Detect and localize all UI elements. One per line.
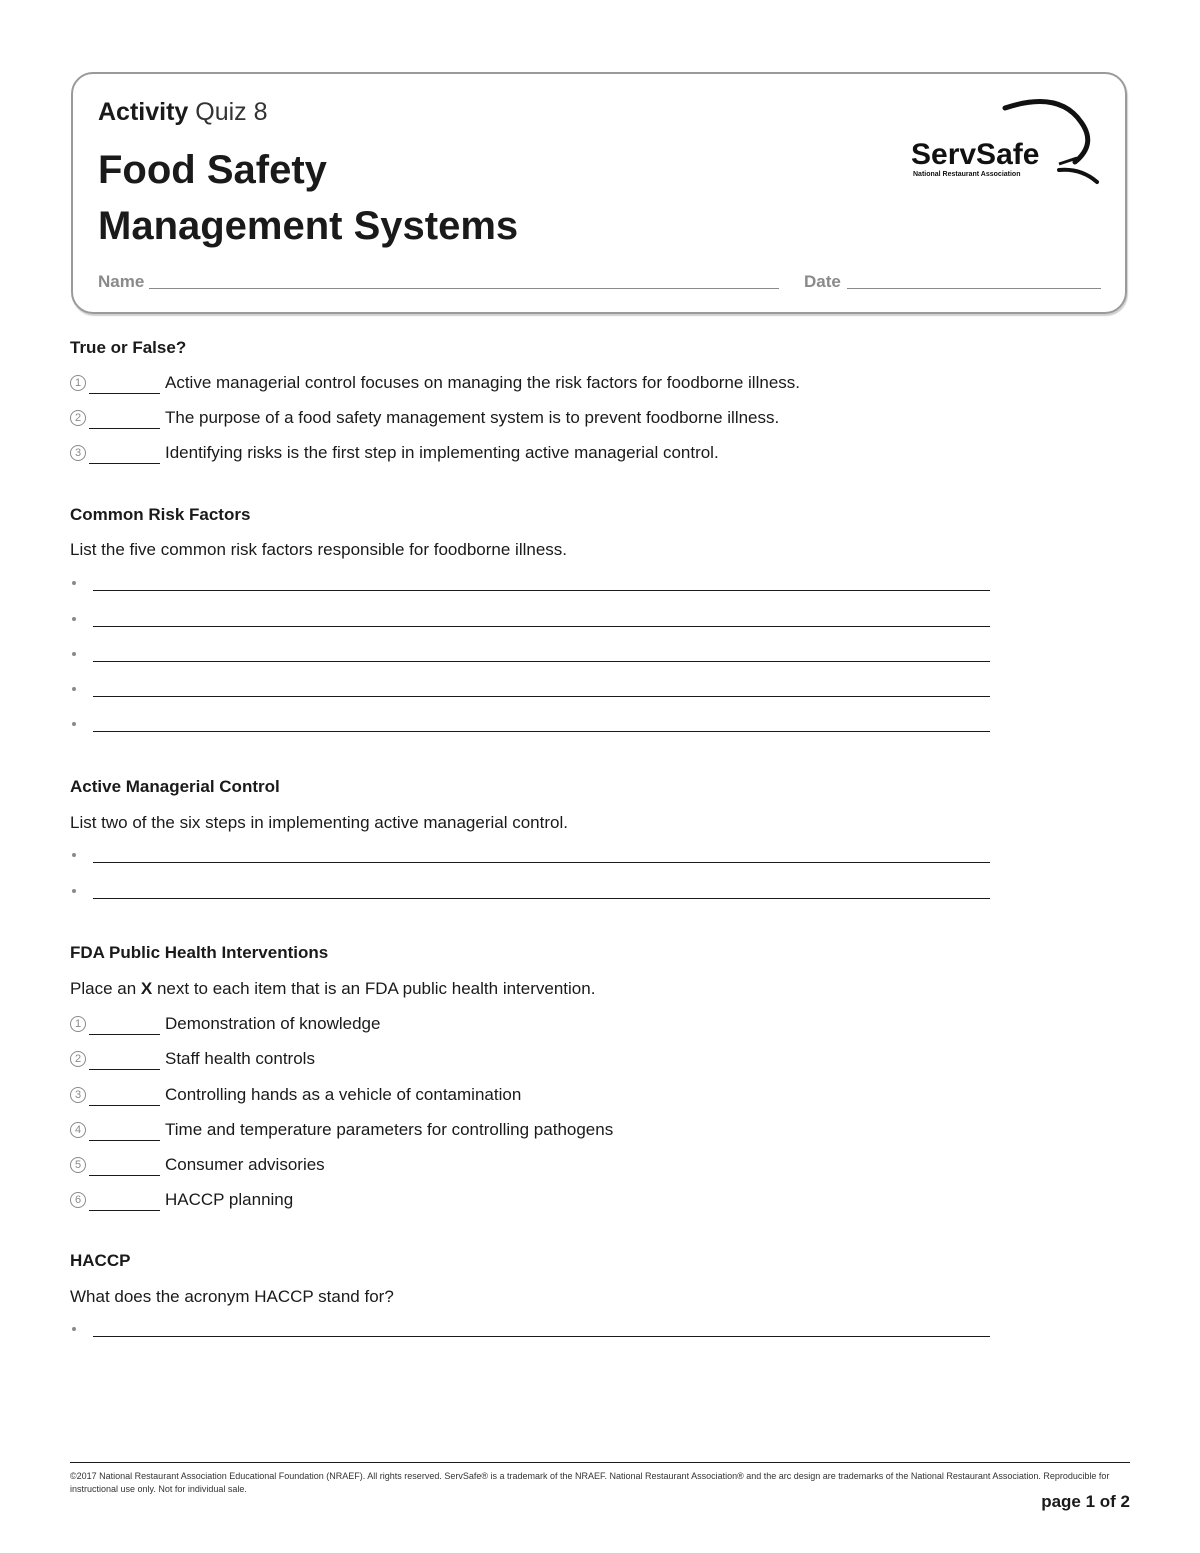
answer-blank[interactable] [89,1091,160,1106]
bullet-icon [72,889,76,893]
answer-line[interactable] [93,590,990,591]
tf-item-3 [70,442,719,464]
quiz-number: Quiz 8 [195,98,268,126]
quiz-label [98,98,268,127]
haccp-answer-line[interactable] [70,1323,990,1337]
instruction-text: next to each item that is an FDA public health intervention. [152,979,596,998]
item-text: HACCP planning [165,1190,294,1209]
bullet-icon [72,722,76,726]
haccp-instruction: What does the acronym HACCP stand for? [70,1287,394,1306]
logo-subtext: National Restaurant Association [913,171,1021,178]
number-circle: 1 [70,375,86,391]
name-field[interactable] [149,288,779,289]
activity-label: Activity [98,98,189,126]
amc-instruction: List two of the six steps in implementing active managerial control. [70,813,568,832]
number-circle: 1 [70,1016,86,1032]
item-text: Controlling hands as a vehicle of contamination [165,1085,522,1104]
item-text: Identifying risks is the first step in implementing active managerial control. [165,443,719,462]
instruction-x: X [140,979,153,998]
answer-line[interactable] [93,1336,990,1337]
answer-line[interactable] [93,696,990,697]
item-text: Staff health controls [165,1049,315,1068]
item-text: Time and temperature parameters for controlling pathogens [165,1120,614,1139]
item-text: Consumer advisories [165,1155,325,1174]
fda-item-5 [70,1154,325,1176]
bullet-icon [72,853,76,857]
item-text: Active managerial control focuses on managing the risk factors for foodborne illness. [165,373,800,392]
number-circle: 4 [70,1122,86,1138]
answer-line[interactable] [93,898,990,899]
copyright-notice: ©2017 National Restaurant Association Educational Foundation (NRAEF). All rights reserved. ServSafe® is a trademark of the NRAEF. National Restaurant Association® and the arc design are trademarks of the National Restaurant Association. Reproducible for instructional use only. Not for individual sale. [70,1471,1110,1494]
risk-answer-line-3[interactable] [70,648,990,662]
bullet-icon [72,652,76,656]
fda-instruction [70,979,595,999]
haccp-title: HACCP [70,1251,131,1270]
logo-text: ServSafe [911,138,1040,171]
tf-item-2 [70,407,779,429]
risk-answer-line-4[interactable] [70,683,990,697]
true-false-title: True or False? [70,338,187,357]
answer-line[interactable] [93,731,990,732]
number-circle: 2 [70,410,86,426]
fda-item-2 [70,1048,315,1070]
answer-blank[interactable] [89,449,160,464]
risk-answer-line-5[interactable] [70,718,990,732]
footer-divider [70,1462,1130,1463]
item-text: The purpose of a food safety management system is to prevent foodborne illness. [165,408,780,427]
number-circle: 3 [70,445,86,461]
title-line-1: Food Safety [98,148,327,192]
number-circle: 6 [70,1192,86,1208]
fda-item-1 [70,1013,380,1035]
bullet-icon [72,1327,76,1331]
answer-line[interactable] [93,661,990,662]
answer-line[interactable] [93,626,990,627]
answer-blank[interactable] [89,1196,160,1211]
date-label: Date [804,272,841,291]
tf-item-1 [70,372,800,394]
bullet-icon [72,687,76,691]
date-field[interactable] [847,288,1101,289]
header-box [71,72,1127,314]
number-circle: 5 [70,1157,86,1173]
risk-factors-instruction: List the five common risk factors responsible for foodborne illness. [70,540,568,559]
amc-answer-line-1[interactable] [70,849,990,863]
answer-blank[interactable] [89,379,160,394]
fda-item-4 [70,1119,613,1141]
amc-title: Active Managerial Control [70,777,280,796]
risk-answer-line-2[interactable] [70,613,990,627]
number-circle: 3 [70,1087,86,1103]
fda-title: FDA Public Health Interventions [70,943,329,962]
risk-answer-line-1[interactable] [70,577,990,591]
item-text: Demonstration of knowledge [165,1014,381,1033]
answer-blank[interactable] [89,1126,160,1141]
title-line-2: Management Systems [98,204,519,248]
amc-answer-line-2[interactable] [70,885,990,899]
instruction-text: Place an [70,979,141,998]
servsafe-logo [909,98,1105,190]
bullet-icon [72,581,76,585]
name-label: Name [98,272,145,291]
answer-blank[interactable] [89,414,160,429]
answer-blank[interactable] [89,1055,160,1070]
page-title [98,142,518,254]
answer-line[interactable] [93,862,990,863]
answer-blank[interactable] [89,1020,160,1035]
fda-item-3 [70,1084,521,1106]
bullet-icon [72,617,76,621]
number-circle: 2 [70,1051,86,1067]
answer-blank[interactable] [89,1161,160,1176]
risk-factors-title: Common Risk Factors [70,505,251,524]
page-number: page 1 of 2 [1041,1492,1130,1511]
fda-item-6 [70,1189,293,1211]
